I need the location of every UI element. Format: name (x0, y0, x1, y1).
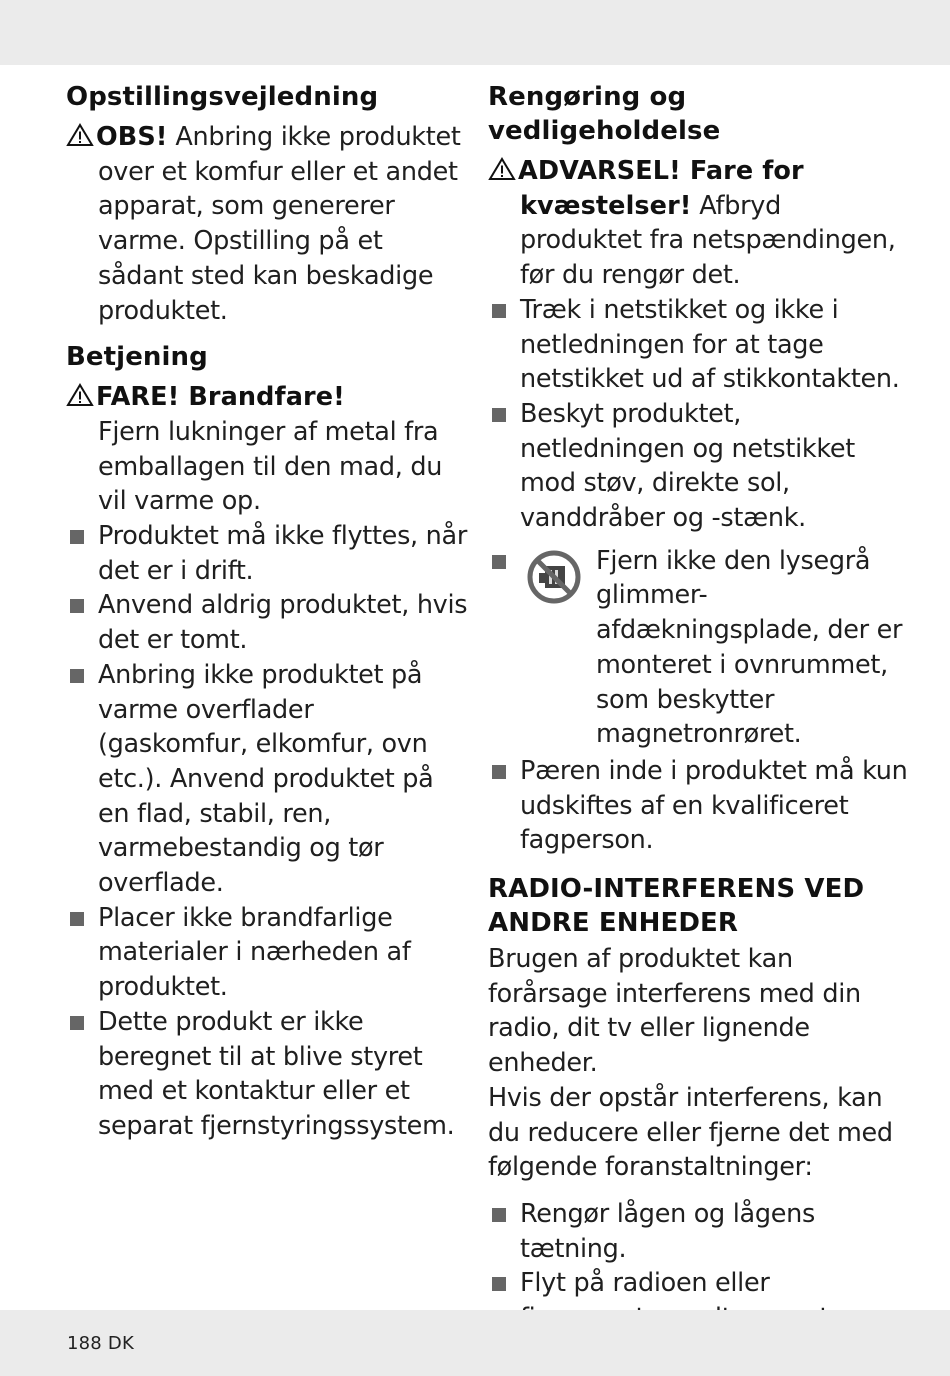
square-bullet-icon (492, 765, 506, 779)
fire-text: Fjern lukninger af metal fra emballagen til den mad, du vil varme op. (98, 416, 443, 517)
list-item: Produktet må ikke flyttes, når det er i drift. (66, 519, 471, 588)
square-bullet-icon (492, 1277, 506, 1291)
square-bullet-icon (492, 555, 506, 569)
injury-warning (488, 154, 908, 293)
square-bullet-icon (492, 408, 506, 422)
list-item: Anbring ikke produktet på varme overflader (gaskomfur, elkomfur, ovn etc.). Anvend produktet på en flad, stabil, ren, varmebestandig og tør overflade. (66, 658, 471, 901)
obs-label: OBS! (96, 122, 168, 152)
left-column (66, 80, 471, 1144)
heading-radio: RADIO-INTERFERENS VED ANDRE ENHEDER (488, 874, 865, 939)
symbol-text: Fjern ikke den lysegrå glimmer-afdækningsplade, der er monteret i ovnrummet, som beskytter magnetronrøret. (596, 545, 903, 750)
obs-text: Anbring ikke produktet over et komfur eller et andet apparat, som genererer varme. Opstilling på et sådant sted kan beskadige produktet. (98, 122, 461, 326)
square-bullet-icon (70, 912, 84, 926)
square-bullet-icon (70, 599, 84, 613)
list-item: Pæren inde i produktet må kun udskiftes af en kvalificeret fagperson. (488, 754, 908, 858)
list-item: Dette produkt er ikke beregnet til at blive styret med et kontaktur eller et separat fjernstyringssystem. (66, 1005, 471, 1144)
right-column (488, 80, 908, 1336)
obs-warning (66, 120, 471, 328)
footer-band (0, 1310, 950, 1376)
warning-triangle-icon (66, 123, 96, 147)
heading-operation: Betjening (66, 342, 208, 373)
square-bullet-icon (492, 1208, 506, 1222)
warning-label: ADVARSEL! Fare for kvæstelser! (518, 156, 804, 221)
fire-warning (66, 380, 471, 415)
warning-triangle-icon (66, 383, 96, 407)
warning-text: Afbryd produktet fra netspændingen, før du rengør det. (520, 190, 896, 291)
header-band (0, 0, 950, 65)
list-item: Træk i netstikket og ikke i netledningen for at tage netstikket ud af stikkontakten. (488, 293, 908, 397)
heading-cleaning: Rengøring og vedligeholdelse (488, 82, 721, 146)
list-item: Rengør lågen og lågens tætning. (488, 1197, 908, 1266)
fire-label: FARE! Brandfare! (96, 382, 345, 413)
square-bullet-icon (492, 304, 506, 318)
square-bullet-icon (70, 1016, 84, 1030)
list-item: Placer ikke brandfarlige materialer i nærheden af produktet. (66, 901, 471, 1005)
square-bullet-icon (70, 530, 84, 544)
list-item: Flyt på radioen eller (488, 1266, 908, 1335)
heading-setup: Opstillingsvejledning (66, 82, 379, 112)
list-item (488, 544, 908, 752)
list-item: Anvend aldrig produktet, hvis det er tomt. (66, 588, 471, 657)
no-removal-icon (526, 549, 582, 605)
warning-triangle-icon (488, 157, 518, 181)
radio-paragraph-1: Brugen af produktet kan forårsage interferens med din radio, dit tv eller lignende enheder. (488, 944, 861, 1079)
list-item: Beskyt produktet, netledningen og netstikket mod støv, direkte sol, vanddråber og -stænk. (488, 397, 908, 536)
radio-paragraph-2: Hvis der opstår interferens, kan du reducere eller fjerne det med følgende foranstaltninger: (488, 1082, 893, 1183)
page-number: 188 DK (67, 1333, 134, 1354)
square-bullet-icon (70, 669, 84, 683)
